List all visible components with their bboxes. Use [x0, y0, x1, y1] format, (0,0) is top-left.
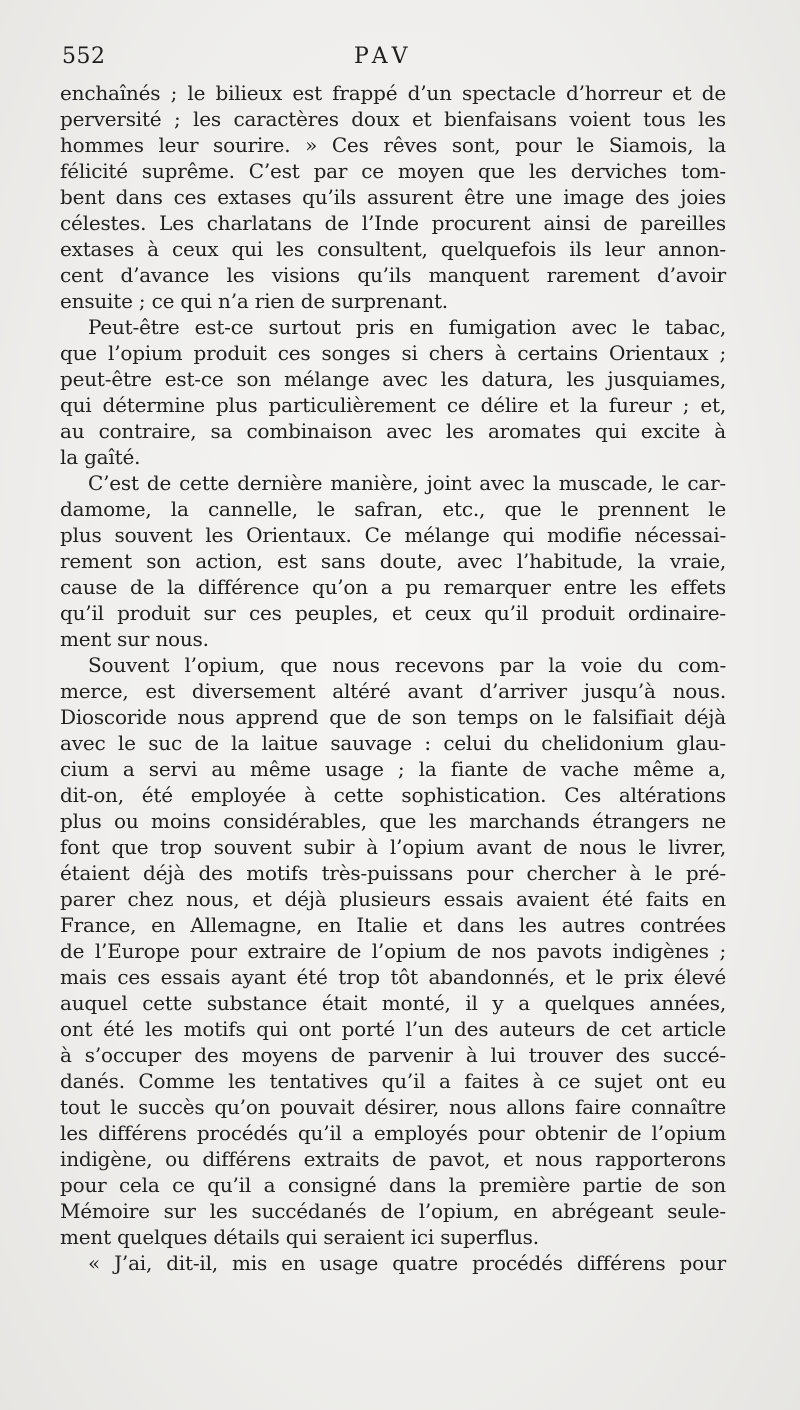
text-line: enchaînés ; le bilieux est frappé d’un spectacle d’horreur et de: [60, 81, 726, 105]
text-line: mais ces essais ayant été trop tôt abandonnés, et le prix élevé: [60, 965, 726, 989]
text-line: « J’ai, dit-il, mis en usage quatre procédés différens pour: [88, 1251, 726, 1275]
text-line: de l’Europe pour extraire de l’opium de nos pavots indigènes ;: [60, 939, 726, 963]
running-head: PAV: [354, 44, 413, 69]
text-line: perversité ; les caractères doux et bienfaisans voient tous les: [60, 107, 726, 131]
text-line: plus ou moins considérables, que les marchands étrangers ne: [60, 809, 726, 833]
text-line: à s’occuper des moyens de parvenir à lui trouver des succé-: [60, 1043, 726, 1067]
page-number: 552: [62, 44, 106, 69]
text-line: pour cela ce qu’il a consigné dans la première partie de son: [60, 1173, 726, 1197]
text-line: célestes. Les charlatans de l’Inde procurent ainsi de pareilles: [60, 211, 726, 235]
text-line: merce, est diversement altéré avant d’arriver jusqu’à nous.: [60, 679, 726, 703]
text-line: cause de la différence qu’on a pu remarquer entre les effets: [60, 575, 726, 599]
text-line: qu’il produit sur ces peuples, et ceux qu’il produit ordinaire-: [60, 601, 726, 625]
text-line: que l’opium produit ces songes si chers à certains Orientaux ;: [60, 341, 726, 365]
text-line: Souvent l’opium, que nous recevons par la voie du com-: [88, 653, 726, 677]
text-line: plus souvent les Orientaux. Ce mélange qui modifie nécessai-: [60, 523, 726, 547]
text-line: Peut-être est-ce surtout pris en fumigation avec le tabac,: [88, 315, 726, 339]
text-line: ment quelques détails qui seraient ici superflus.: [60, 1225, 539, 1249]
text-line: auquel cette substance était monté, il y a quelques années,: [60, 991, 726, 1015]
text-line: Mémoire sur les succédanés de l’opium, en abrégeant seule-: [60, 1199, 726, 1223]
text-line: qui détermine plus particulièrement ce délire et la fureur ; et,: [60, 393, 726, 417]
text-line: C’est de cette dernière manière, joint avec la muscade, le car-: [88, 471, 726, 495]
text-line: Dioscoride nous apprend que de son temps on le falsifiait déjà: [60, 705, 726, 729]
text-line: font que trop souvent subir à l’opium avant de nous le livrer,: [60, 835, 726, 859]
text-line: félicité suprême. C’est par ce moyen que les derviches tom-: [60, 159, 726, 183]
text-line: cent d’avance les visions qu’ils manquent rarement d’avoir: [60, 263, 726, 287]
body-text: [60, 80, 726, 1276]
text-line: parer chez nous, et déjà plusieurs essais avaient été faits en: [60, 887, 726, 911]
text-line: cium a servi au même usage ; la fiante de vache même a,: [60, 757, 726, 781]
text-line: peut-être est-ce son mélange avec les datura, les jusquiames,: [60, 367, 726, 391]
text-line: ment sur nous.: [60, 627, 209, 651]
text-line: hommes leur sourire. » Ces rêves sont, pour le Siamois, la: [60, 133, 726, 157]
text-line: damome, la cannelle, le safran, etc., que le prennent le: [60, 497, 726, 521]
text-line: ensuite ; ce qui n’a rien de surprenant.: [60, 289, 448, 313]
text-line: ont été les motifs qui ont porté l’un des auteurs de cet article: [60, 1017, 726, 1041]
text-line: rement son action, est sans doute, avec l’habitude, la vraie,: [60, 549, 726, 573]
text-line: avec le suc de la laitue sauvage : celui du chelidonium glau-: [60, 731, 726, 755]
text-line: au contraire, sa combinaison avec les aromates qui excite à: [60, 419, 726, 443]
page-header: [62, 44, 726, 78]
text-line: tout le succès qu’on pouvait désirer, nous allons faire connaître: [60, 1095, 726, 1119]
text-line: bent dans ces extases qu’ils assurent être une image des joies: [60, 185, 726, 209]
text-line: la gaîté.: [60, 445, 141, 469]
text-line: dit-on, été employée à cette sophistication. Ces altérations: [60, 783, 726, 807]
text-line: les différens procédés qu’il a employés pour obtenir de l’opium: [60, 1121, 726, 1145]
text-line: France, en Allemagne, en Italie et dans les autres contrées: [60, 913, 726, 937]
text-line: étaient déjà des motifs très-puissans pour chercher à le pré-: [60, 861, 726, 885]
text-line: extases à ceux qui les consultent, quelquefois ils leur annon-: [60, 237, 726, 261]
text-line: danés. Comme les tentatives qu’il a faites à ce sujet ont eu: [60, 1069, 726, 1093]
text-line: indigène, ou différens extraits de pavot, et nous rapporterons: [60, 1147, 726, 1171]
